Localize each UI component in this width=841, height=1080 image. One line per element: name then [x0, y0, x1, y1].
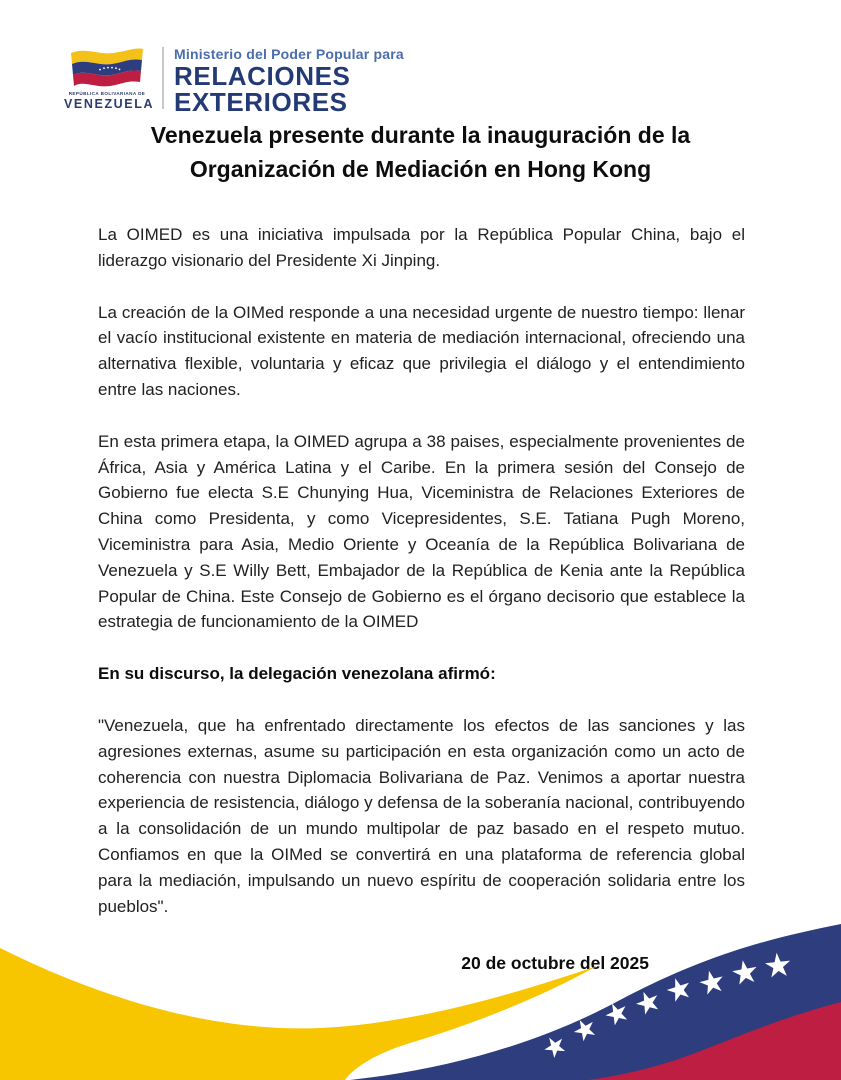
- ministry-header: [64, 45, 404, 115]
- paragraph-3: En esta primera etapa, la OIMED agrupa a 38 paises, especialmente provenientes de África, Asia y América Latina y el Caribe. En la primera sesión del Consejo de Gobierno fue electa S.E Chunying Hua, Viceministra de Relaciones Exteriores de China como Presidenta, y como Vicepresidentes, S.E. Tatiana Pugh Moreno, Viceministra para Asia, Medio Oriente y Oceanía de la República Bolivariana de Venezuela y S.E Willy Bett, Embajador de la República de Kenia ante la República Popular de China. Este Consejo de Gobierno es el órgano decisorio que establece la estrategia de funcionamiento de la OIMED: [98, 431, 745, 632]
- ministry-name-line2: RELACIONES: [174, 61, 351, 91]
- ministry-name-line1: Ministerio del Poder Popular para: [174, 46, 404, 62]
- document-date: 20 de octubre del 2025: [461, 953, 649, 974]
- statement-heading: En su discurso, la delegación venezolana afirmó:: [98, 664, 496, 684]
- page-title: Venezuela presente durante la inauguración de la Organización de Mediación en Hong Kong: [150, 122, 691, 182]
- logo-caption-small: REPÚBLICA BOLIVARIANA DE: [68, 91, 146, 96]
- quote-paragraph: "Venezuela, que ha enfrentado directamente los efectos de las sanciones y las agresiones externas, asume su participación en esta organización como un acto de coherencia con nuestra Diplomacia Bolivariana de Paz. Venimos a aportar nuestra experiencia de resistencia, diálogo y defensa de la soberanía nacional, contribuyendo a la consolidación de un mundo multipolar de paz basado en el respeto mutuo. Confiamos en que la OIMed se convertirá en una plataforma de referencia global para la mediación, impulsando un nuevo espíritu de cooperación solidaria entre los pueblos".: [98, 715, 745, 916]
- paragraph-2: La creación de la OIMed responde a una necesidad urgente de nuestro tiempo: llenar el vacío institucional existente en materia de mediación internacional, ofreciendo una alternativa flexible, voluntaria y eficaz que privilegia el diálogo y el entendimiento entre las naciones.: [98, 302, 745, 399]
- venezuela-flag-icon: [67, 45, 147, 89]
- ministry-name-line3: EXTERIORES: [174, 87, 348, 117]
- paragraph-1: La OIMED es una iniciativa impulsada por la República Popular China, bajo el liderazgo visionario del Presidente Xi Jinping.: [98, 225, 745, 270]
- header-divider: [162, 47, 164, 109]
- ministry-name: [174, 45, 404, 115]
- venezuela-logo: [64, 45, 155, 111]
- footer-flag-swoosh: [0, 880, 841, 1080]
- logo-caption-venezuela: VENEZUELA: [64, 97, 155, 111]
- document-body: [98, 222, 745, 977]
